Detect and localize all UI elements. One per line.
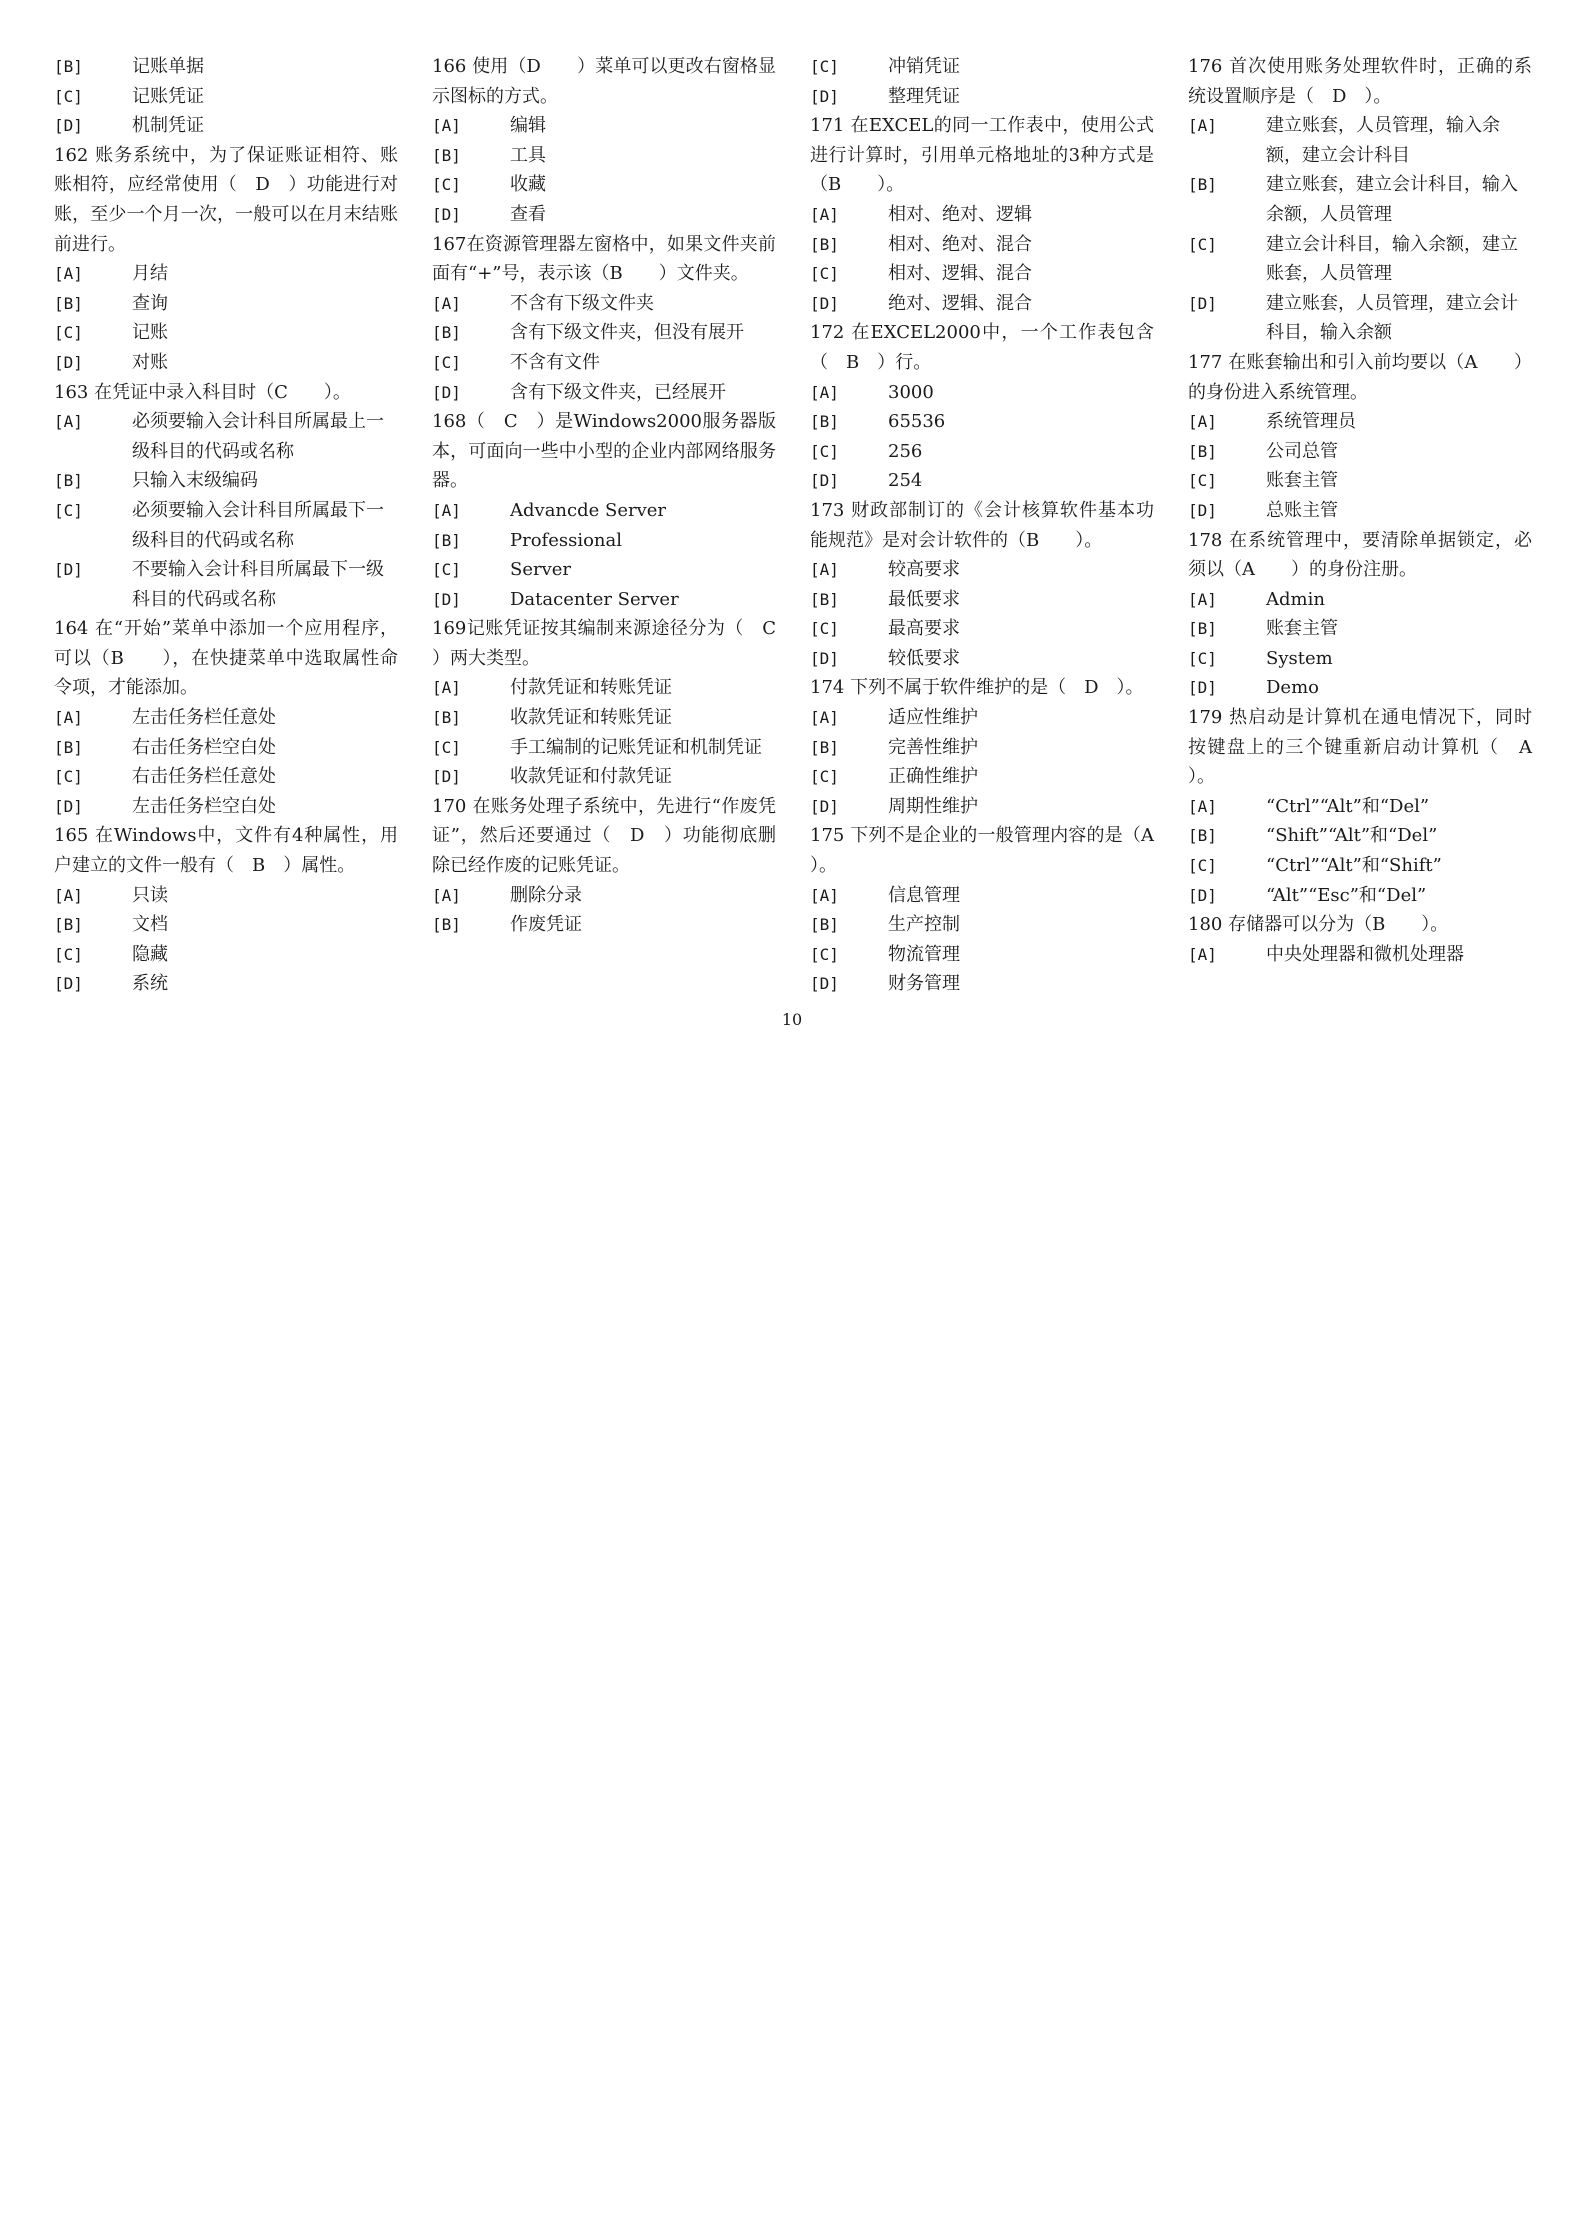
option-text: 收款凭证和付款凭证	[510, 766, 672, 788]
answer-option	[54, 762, 398, 792]
option-text: Demo	[1266, 677, 1319, 699]
question-text: 165 在Windows中，文件有4种属性，用户建立的文件一般有（ B ）属性。	[54, 825, 398, 877]
option-letter: [B]	[54, 293, 83, 313]
option-letter: [D]	[810, 796, 839, 816]
option-letter: [A]	[1188, 412, 1217, 432]
option-letter: [C]	[810, 264, 839, 284]
option-letter: [C]	[54, 86, 83, 106]
option-text: 收款凭证和转账凭证	[510, 707, 672, 729]
answer-option	[1188, 230, 1532, 289]
text-column-1	[54, 52, 398, 999]
option-text: 左击任务栏任意处	[132, 707, 276, 729]
option-letter: [A]	[54, 708, 83, 728]
option-letter: [C]	[810, 767, 839, 787]
option-letter: [B]	[432, 915, 461, 935]
option-letter: [B]	[432, 145, 461, 165]
answer-option	[1188, 851, 1532, 881]
option-text: 65536	[888, 411, 946, 433]
option-text: 建立账套，人员管理，输入余额，建立会计科目	[1266, 115, 1500, 166]
answer-option	[54, 82, 398, 112]
answer-option	[54, 969, 398, 999]
option-letter: [C]	[54, 767, 83, 787]
answer-option	[810, 703, 1154, 733]
answer-option	[432, 733, 776, 763]
option-letter: [D]	[810, 293, 839, 313]
option-letter: [D]	[54, 560, 83, 580]
answer-option	[54, 881, 398, 911]
option-letter: [A]	[432, 500, 461, 520]
option-text: 付款凭证和转账凭证	[510, 677, 672, 699]
option-letter: [A]	[54, 412, 83, 432]
option-text: 右击任务栏空白处	[132, 736, 276, 758]
answer-option	[810, 52, 1154, 82]
option-letter: [D]	[810, 471, 839, 491]
option-text: 机制凭证	[132, 115, 204, 137]
question-text: 175 下列不是企业的一般管理内容的是（A ）。	[810, 825, 1190, 877]
answer-option	[432, 673, 776, 703]
question-text: 177 在账套输出和引入前均要以（A ）的身份进入系统管理。	[1188, 351, 1532, 403]
option-letter: [C]	[432, 352, 461, 372]
option-letter: [B]	[1188, 826, 1217, 846]
text-column-2	[432, 52, 812, 940]
question-text: 173 财政部制订的《会计核算软件基本功能规范》是对会计软件的（B ）。	[810, 499, 1154, 551]
answer-option	[810, 881, 1154, 911]
option-text: 账套主管	[1266, 470, 1338, 492]
option-letter: [D]	[1188, 885, 1217, 905]
option-letter: [A]	[1188, 116, 1217, 136]
option-text: 月结	[132, 263, 168, 285]
option-text: 物流管理	[888, 943, 960, 965]
answer-option	[1188, 614, 1532, 644]
answer-option	[54, 52, 398, 82]
answer-option	[1188, 466, 1532, 496]
option-text: 整理凭证	[888, 85, 960, 107]
answer-option	[1188, 289, 1532, 348]
answer-option	[810, 259, 1154, 289]
answer-option	[432, 289, 776, 319]
option-text: 隐藏	[132, 943, 168, 965]
option-text: 作废凭证	[510, 914, 582, 936]
option-text: 删除分录	[510, 884, 582, 906]
option-letter: [A]	[810, 382, 839, 402]
question-text: 176 首次使用账务处理软件时，正确的系统设置顺序是（ D ）。	[1188, 56, 1532, 107]
answer-option	[54, 259, 398, 289]
option-text: 系统	[132, 973, 168, 995]
option-letter: [B]	[1188, 619, 1217, 639]
option-letter: [D]	[54, 974, 83, 994]
option-text: “Ctrl”“Alt”和“Del”	[1266, 795, 1430, 817]
option-text: 相对、绝对、逻辑	[888, 203, 1032, 225]
option-text: 建立账套，建立会计科目，输入余额，人员管理	[1266, 174, 1518, 225]
answer-option	[54, 407, 398, 466]
option-text: 左击任务栏空白处	[132, 795, 276, 817]
document-page	[54, 52, 1550, 1012]
option-letter: [B]	[432, 708, 461, 728]
option-letter: [C]	[432, 737, 461, 757]
option-text: 冲销凭证	[888, 56, 960, 77]
option-text: “Ctrl”“Alt”和“Shift”	[1266, 855, 1442, 877]
option-text: 绝对、逻辑、混合	[888, 292, 1032, 314]
answer-option	[432, 762, 776, 792]
answer-option	[432, 141, 776, 171]
option-letter: [C]	[810, 57, 839, 76]
question-text: 162 账务系统中，为了保证账证相符、账账相符，应经常使用（ D ）功能进行对账，至少一个月一次，一般可以在月末结账前进行。	[54, 144, 398, 255]
option-letter: [C]	[1188, 648, 1217, 668]
answer-option	[810, 792, 1154, 822]
option-letter: [C]	[810, 944, 839, 964]
option-letter: [C]	[810, 619, 839, 639]
answer-option	[1188, 496, 1532, 526]
answer-option	[54, 940, 398, 970]
option-text: 系统管理员	[1266, 411, 1356, 433]
option-letter: [A]	[810, 885, 839, 905]
option-text: 记账	[132, 322, 168, 344]
option-text: 生产控制	[888, 914, 960, 936]
option-text: 总账主管	[1266, 499, 1338, 521]
answer-option	[810, 733, 1154, 763]
option-letter: [A]	[810, 708, 839, 728]
question-text: 169记账凭证按其编制来源途径分为（ C ）两大类型。	[432, 618, 812, 669]
option-text: 公司总管	[1266, 440, 1338, 462]
option-text: 收藏	[510, 174, 546, 196]
answer-option	[1188, 673, 1532, 703]
option-text: 完善性维护	[888, 736, 978, 758]
answer-option	[810, 614, 1154, 644]
answer-option	[432, 910, 776, 940]
option-text: Advancde Server	[510, 499, 667, 521]
question-text: 168（ C ）是Windows2000服务器版本，可面向一些中小型的企业内部网络服务器。	[432, 411, 776, 492]
option-text: Datacenter Server	[510, 588, 679, 610]
option-text: 254	[888, 470, 923, 492]
answer-option	[810, 910, 1154, 940]
option-letter: [D]	[1188, 678, 1217, 698]
answer-option	[810, 82, 1154, 112]
question-text: 172 在EXCEL2000中，一个工作表包含（ B ）行。	[810, 322, 1154, 373]
option-letter: [C]	[810, 441, 839, 461]
option-letter: [B]	[810, 412, 839, 432]
option-text: “Alt”“Esc”和“Del”	[1266, 884, 1427, 906]
option-text: 256	[888, 440, 923, 462]
option-text: 含有下级文件夹，但没有展开	[510, 322, 744, 344]
option-text: 不含有文件	[510, 351, 600, 373]
option-text: 相对、绝对、混合	[888, 233, 1032, 255]
question-text: 178 在系统管理中，要清除单据锁定，必须以（A ）的身份注册。	[1188, 529, 1532, 581]
option-letter: [D]	[432, 204, 461, 224]
option-letter: [D]	[432, 382, 461, 402]
option-text: 查看	[510, 203, 546, 225]
answer-option	[810, 437, 1154, 467]
option-letter: [B]	[432, 530, 461, 550]
option-letter: [A]	[810, 204, 839, 224]
option-letter: [C]	[1188, 234, 1217, 254]
option-text: 3000	[888, 381, 934, 403]
option-letter: [B]	[54, 915, 83, 935]
option-letter: [A]	[1188, 796, 1217, 816]
option-letter: [B]	[54, 57, 83, 76]
option-text: 只输入末级编码	[132, 470, 258, 492]
answer-option	[54, 111, 398, 141]
answer-option	[54, 348, 398, 378]
option-letter: [B]	[810, 737, 839, 757]
answer-option	[54, 496, 398, 555]
text-column-4	[1188, 52, 1550, 969]
answer-option	[432, 881, 776, 911]
option-text: 较高要求	[888, 559, 960, 581]
option-text: 建立会计科目，输入余额，建立账套，人员管理	[1266, 233, 1518, 285]
option-letter: [B]	[810, 915, 839, 935]
option-text: 右击任务栏任意处	[132, 766, 276, 788]
option-letter: [A]	[54, 885, 83, 905]
option-letter: [C]	[54, 500, 83, 520]
option-text: 对账	[132, 351, 168, 373]
option-letter: [B]	[432, 323, 461, 343]
option-letter: [D]	[54, 116, 83, 136]
option-letter: [C]	[432, 175, 461, 195]
option-text: 不要输入会计科目所属最下一级科目的代码或名称	[132, 559, 384, 610]
option-letter: [C]	[432, 560, 461, 580]
option-text: 记账凭证	[132, 85, 204, 107]
answer-option	[810, 230, 1154, 260]
option-text: 工具	[510, 144, 546, 166]
answer-option	[1188, 940, 1532, 970]
answer-option	[432, 348, 776, 378]
option-letter: [B]	[810, 234, 839, 254]
option-text: 中央处理器和微机处理器	[1266, 943, 1464, 965]
option-text: “Shift”“Alt”和“Del”	[1266, 825, 1438, 847]
answer-option	[810, 289, 1154, 319]
option-text: 正确性维护	[888, 766, 978, 788]
option-letter: [A]	[432, 293, 461, 313]
option-text: 查询	[132, 292, 168, 314]
option-text: System	[1266, 647, 1333, 669]
option-text: 周期性维护	[888, 795, 978, 817]
answer-option	[810, 644, 1154, 674]
question-text: 171 在EXCEL的同一工作表中，使用公式进行计算时，引用单元格地址的3种方式是（B ）。	[810, 115, 1154, 196]
answer-option	[432, 585, 776, 615]
answer-option	[54, 555, 398, 614]
answer-option	[810, 762, 1154, 792]
question-text: 180 存储器可以分为（B ）。	[1188, 914, 1449, 936]
answer-option	[1188, 881, 1532, 911]
option-letter: [A]	[432, 678, 461, 698]
option-text: 信息管理	[888, 884, 960, 906]
option-text: 适应性维护	[888, 707, 978, 729]
answer-option	[432, 200, 776, 230]
answer-option	[432, 111, 776, 141]
option-letter: [A]	[54, 264, 83, 284]
answer-option	[1188, 111, 1532, 170]
option-text: 只读	[132, 884, 168, 906]
option-text: 不含有下级文件夹	[510, 292, 654, 314]
option-letter: [B]	[54, 471, 83, 491]
option-letter: [B]	[1188, 441, 1217, 461]
answer-option	[432, 170, 776, 200]
option-letter: [B]	[810, 589, 839, 609]
option-letter: [D]	[432, 589, 461, 609]
option-text: 编辑	[510, 115, 546, 137]
question-text: 166 使用（D ）菜单可以更改右窗格显示图标的方式。	[432, 56, 776, 107]
page-number: 10	[781, 1010, 803, 1029]
answer-option	[54, 466, 398, 496]
answer-option	[1188, 644, 1532, 674]
answer-option	[810, 555, 1154, 585]
option-text: 必须要输入会计科目所属最上一级科目的代码或名称	[132, 411, 384, 462]
answer-option	[1188, 792, 1532, 822]
option-text: Server	[510, 559, 572, 581]
option-letter: [D]	[54, 352, 83, 372]
answer-option	[1188, 585, 1532, 615]
option-letter: [D]	[810, 86, 839, 106]
option-text: 记账单据	[132, 56, 204, 77]
question-text: 179 热启动是计算机在通电情况下，同时按键盘上的三个键重新启动计算机（ A ）。	[1188, 707, 1550, 788]
option-text: 最低要求	[888, 588, 960, 610]
answer-option	[1188, 437, 1532, 467]
answer-option	[1188, 407, 1532, 437]
option-text: 财务管理	[888, 973, 960, 995]
option-letter: [D]	[432, 767, 461, 787]
option-text: 建立账套，人员管理，建立会计科目，输入余额	[1266, 292, 1518, 344]
answer-option	[54, 318, 398, 348]
answer-option	[432, 555, 776, 585]
answer-option	[54, 733, 398, 763]
option-letter: [A]	[432, 885, 461, 905]
answer-option	[54, 792, 398, 822]
option-letter: [D]	[810, 648, 839, 668]
option-text: 最高要求	[888, 618, 960, 640]
answer-option	[810, 969, 1154, 999]
answer-option	[432, 526, 776, 556]
answer-option	[810, 940, 1154, 970]
option-text: 相对、逻辑、混合	[888, 263, 1032, 285]
answer-option	[54, 910, 398, 940]
option-letter: [B]	[1188, 175, 1217, 195]
question-text: 164 在“开始”菜单中添加一个应用程序，可以（B ），在快捷菜单中选取属性命令项，才能添加。	[54, 618, 398, 699]
answer-option	[54, 703, 398, 733]
answer-option	[432, 318, 776, 348]
question-text: 170 在账务处理子系统中，先进行“作废凭证”，然后还要通过（ D ）功能彻底删除已经作废的记账凭证。	[432, 795, 776, 877]
question-text: 163 在凭证中录入科目时（C ）。	[54, 381, 351, 403]
answer-option	[54, 289, 398, 319]
answer-option	[1188, 821, 1532, 851]
answer-option	[810, 200, 1154, 230]
answer-option	[810, 378, 1154, 408]
option-letter: [D]	[1188, 500, 1217, 520]
option-letter: [A]	[1188, 944, 1217, 964]
option-letter: [A]	[1188, 589, 1217, 609]
option-text: 较低要求	[888, 647, 960, 669]
option-text: 手工编制的记账凭证和机制凭证	[510, 736, 762, 758]
question-text: 167在资源管理器左窗格中，如果文件夹前面有“+”号，表示该（B ）文件夹。	[432, 233, 776, 285]
option-letter: [A]	[810, 560, 839, 580]
option-letter: [C]	[1188, 856, 1217, 876]
text-column-3	[810, 52, 1190, 999]
option-text: Professional	[510, 529, 623, 551]
option-text: 必须要输入会计科目所属最下一级科目的代码或名称	[132, 499, 384, 551]
option-letter: [A]	[432, 116, 461, 136]
answer-option	[432, 496, 776, 526]
option-letter: [C]	[54, 323, 83, 343]
answer-option	[810, 585, 1154, 615]
option-letter: [C]	[54, 944, 83, 964]
option-letter: [D]	[1188, 293, 1217, 313]
option-letter: [D]	[810, 974, 839, 994]
answer-option	[810, 407, 1154, 437]
answer-option	[810, 466, 1154, 496]
answer-option	[432, 378, 776, 408]
option-text: Admin	[1266, 588, 1325, 610]
option-text: 账套主管	[1266, 618, 1338, 640]
question-text: 174 下列不属于软件维护的是（ D ）。	[810, 677, 1144, 699]
option-letter: [B]	[54, 737, 83, 757]
option-letter: [D]	[54, 796, 83, 816]
option-text: 文档	[132, 914, 168, 936]
option-text: 含有下级文件夹，已经展开	[510, 381, 726, 403]
option-letter: [C]	[1188, 471, 1217, 491]
answer-option	[432, 703, 776, 733]
answer-option	[1188, 170, 1532, 229]
